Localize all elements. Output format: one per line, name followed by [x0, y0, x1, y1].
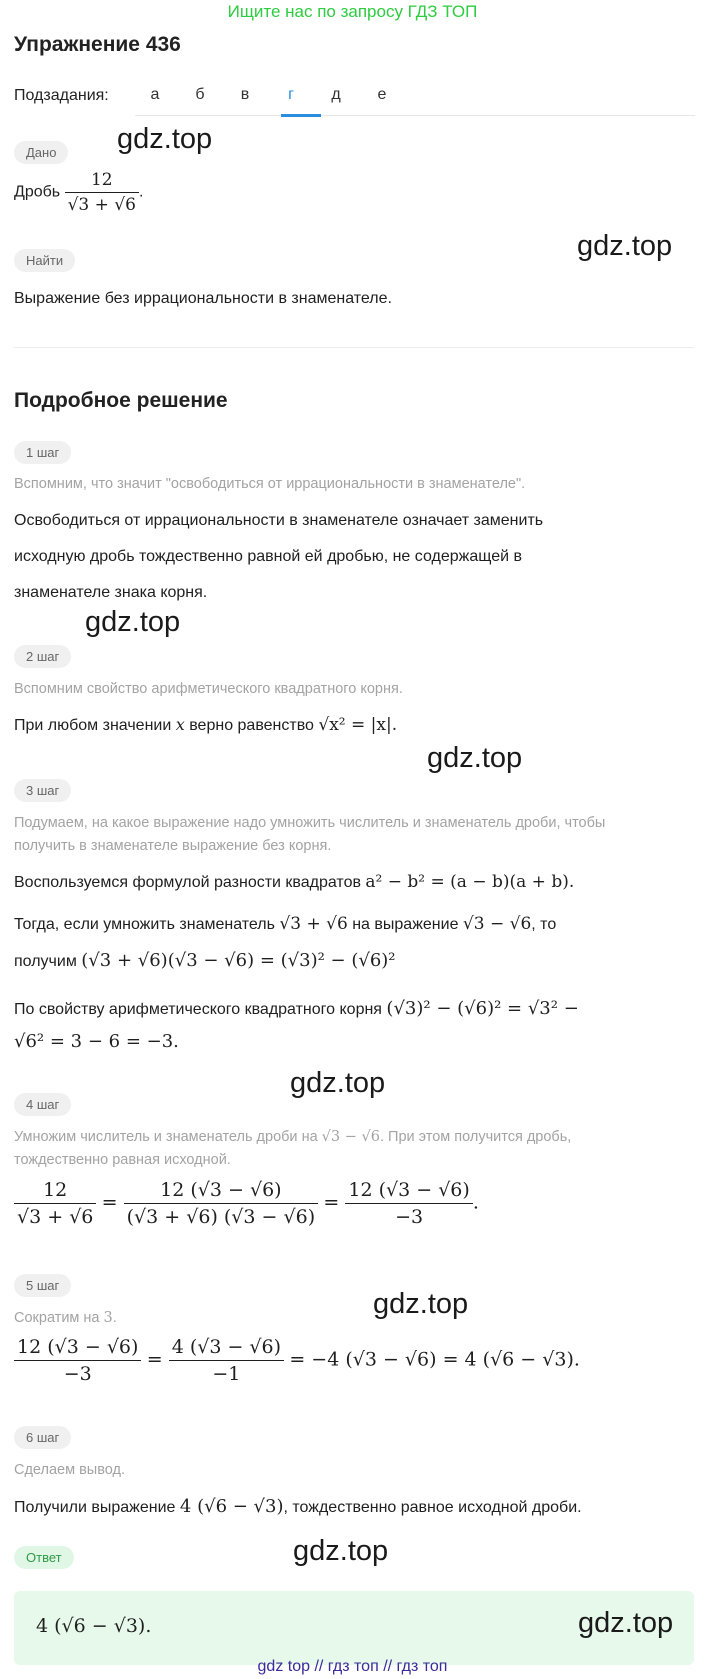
tab-b[interactable]: б — [195, 86, 205, 103]
step-6-conclusion: Получили выражение 4 (√6 − √3), тождественно равное исходной дроби. — [14, 1496, 582, 1517]
find-text: Выражение без иррациональности в знаменателе. — [14, 290, 392, 307]
step-3-hint: Подумаем, на какое выражение надо умножить числитель и знаменатель дроби, чтобы — [14, 815, 606, 831]
step-4-hint-2: тождественно равная исходной. — [14, 1152, 231, 1168]
step-3-prop-line: По свойству арифметического квадратного корня (√3)² − (√6)² = √3² − — [14, 998, 579, 1019]
step-3-pill: 3 шаг — [14, 779, 71, 802]
step-1-line: знаменателе знака корня. — [14, 584, 208, 601]
watermark: gdz.top — [293, 1535, 389, 1567]
step-3-get-line: получим (√3 + √6)(√3 − √6) = (√3)² − (√6)² — [14, 950, 396, 971]
step-5-hint: Сократим на 3. — [14, 1310, 117, 1326]
answer-box — [14, 1591, 694, 1665]
promo-banner[interactable]: Ищите нас по запросу ГДЗ ТОП — [227, 2, 478, 21]
step-2-statement: При любом значении x верно равенство √x² = |x|. — [14, 715, 398, 735]
step-5-pill: 5 шаг — [14, 1274, 71, 1297]
watermark: gdz.top — [577, 230, 673, 262]
step-2-pill: 2 шаг — [14, 645, 71, 668]
watermark: gdz.top — [373, 1288, 469, 1320]
step-1-line: исходную дробь тождественно равной ей дробью, не содержащей в — [14, 548, 522, 565]
step-6-pill: 6 шаг — [14, 1426, 71, 1449]
difference-of-squares: a² − b² = (a − b)(a + b). — [365, 872, 575, 892]
watermark: gdz.top — [290, 1067, 386, 1099]
watermark: gdz.top — [578, 1607, 674, 1639]
divider — [14, 347, 694, 348]
subtasks-label: Подзадания: — [14, 87, 109, 104]
given-fraction-den: √3 + √6 — [65, 192, 139, 215]
step-3-prop-line-2: √6² = 3 − 6 = −3. — [14, 1031, 179, 1052]
answer-value: 4 (√6 − √3). — [36, 1615, 152, 1637]
tab-d[interactable]: д — [331, 86, 341, 103]
active-tab-indicator — [281, 114, 321, 117]
watermark: gdz.top — [117, 123, 213, 155]
step-2-formula: √x² = |x|. — [318, 715, 398, 735]
given-pill: Дано — [14, 141, 68, 164]
step-3-then-line: Тогда, если умножить знаменатель √3 + √6 на выражение √3 − √6, то — [14, 914, 557, 934]
watermark: gdz.top — [85, 606, 181, 638]
subtask-tabs — [135, 78, 695, 116]
watermark: gdz.top — [427, 742, 523, 774]
tab-a[interactable]: а — [150, 86, 160, 103]
step-4-pill: 4 шаг — [14, 1093, 71, 1116]
step-3-hint: получить в знаменателе выражение без корня. — [14, 838, 332, 854]
step-6-hint: Сделаем вывод. — [14, 1462, 126, 1478]
page-title: Упражнение 436 — [14, 33, 181, 56]
step-4-hint: Умножим числитель и знаменатель дроби на √3 − √6. При этом получится дробь, — [14, 1129, 572, 1145]
step-2-hint: Вспомним свойство арифметического квадратного корня. — [14, 681, 403, 697]
given-statement: Дробь $\frac{12}{√3 + √6}$ . — [14, 170, 144, 215]
given-fraction-num: 12 — [90, 170, 113, 190]
step-3-formula-line: Воспользуемся формулой разности квадратов a² − b² = (a − b)(a + b). — [14, 872, 575, 892]
step-1-hint: Вспомним, что значит "освободиться от иррациональности в знаменателе". — [14, 476, 526, 492]
step-1-line: Освободиться от иррациональности в знаменателе означает заменить — [14, 512, 544, 529]
step-4-equation: $\frac{12}{√3 + √6}$ = $\frac{12 (√3 - √6)}{(√3 + √6) (√3 - √6)}$ = $\frac{12 (√3 - √6)}{-3}$ . — [14, 1179, 479, 1228]
find-pill: Найти — [14, 249, 75, 272]
footer-links[interactable]: gdz top // гдз топ // гдз топ — [257, 1658, 448, 1675]
step-1-pill: 1 шаг — [14, 441, 71, 464]
step-5-equation: $\frac{12 (√3 - √6)}{-3}$ = $\frac{4 (√3 - √6)}{-1}$ = −4 (√3 − √6) = 4 (√6 − √3). — [14, 1336, 580, 1385]
tab-e[interactable]: е — [377, 86, 387, 103]
solution-title: Подробное решение — [14, 389, 228, 412]
answer-pill: Ответ — [14, 1546, 74, 1569]
tab-g[interactable]: г — [288, 86, 294, 103]
tab-v[interactable]: в — [240, 86, 250, 103]
